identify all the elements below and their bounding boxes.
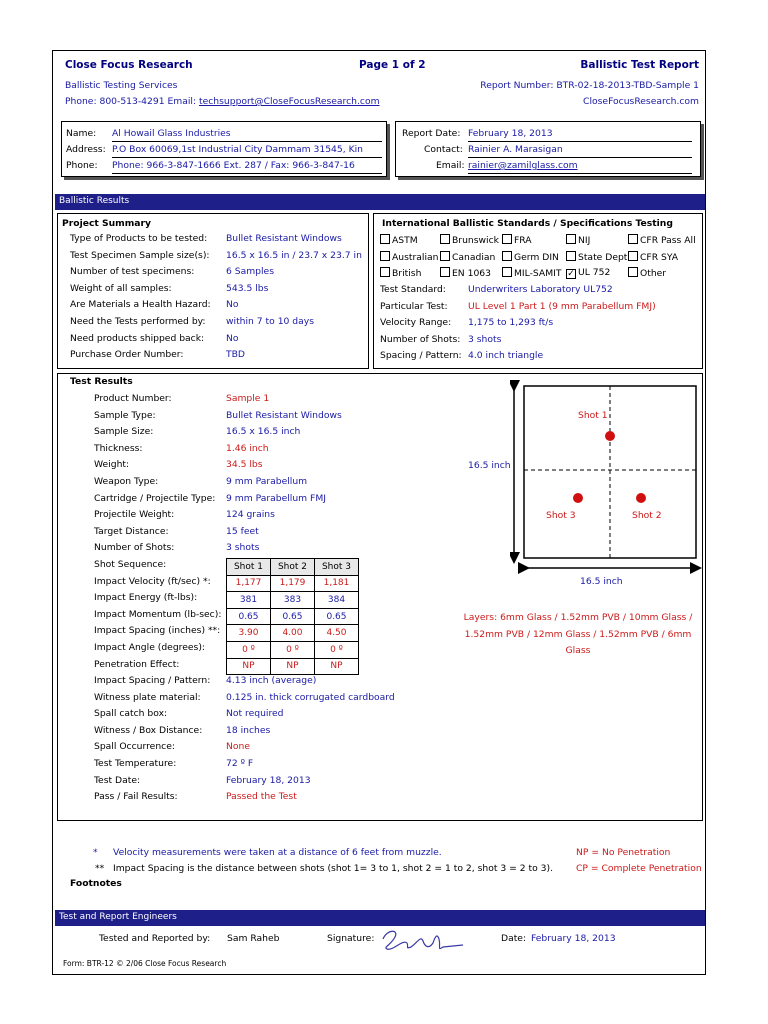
checkbox-icon [380,267,390,277]
checkbox-label: British [392,268,422,280]
standard-checkbox[interactable] [502,251,559,263]
date-label: Date: [501,933,527,944]
checkbox-label: EN 1063 [452,268,491,280]
signature-label: Signature: [327,933,375,944]
result-value: Not required [226,708,284,720]
contact-name: Rainier A. Marasigan [468,144,563,155]
summary-label: Type of Products to be tested: [70,233,208,244]
result-label: Number of Shots: [94,542,175,554]
checkbox-label: FRA [514,235,532,246]
result-label: Target Distance: [94,525,169,537]
standard-checkbox[interactable] [502,234,532,246]
summary-value: 543.5 lbs [226,282,269,294]
checkbox-icon [628,251,638,261]
result-value: 9 mm Parabellum [226,476,308,487]
summary-value: No [226,332,239,344]
footnote-1: Velocity measurements were taken at a distance of 6 feet from muzzle. [113,847,442,858]
standard-detail-value: UL Level 1 Part 1 (9 mm Parabellum FMJ) [468,300,656,312]
ballistic-results-bar: Ballistic Results [55,194,705,210]
result-label: Witness / Box Distance: [94,724,203,736]
checkbox-label: Australian [392,251,439,263]
shot-cell: NP [271,658,315,675]
phone-label: Phone: 800-513-4291 Email: [65,96,197,107]
divider [468,141,692,142]
standard-detail-label: Test Standard: [380,284,446,295]
layers-line: Layers: 6mm Glass / 1.52mm PVB / 10mm Glass / [463,612,693,623]
checkbox-label: ASTM [392,235,418,246]
standard-checkbox[interactable] [628,267,666,279]
report-date-label: Report Date: [402,128,461,139]
shot-cell: 0 º [271,641,315,658]
shot-cell: 0.65 [227,608,271,625]
footnote-2-mark: ** [95,863,105,874]
checkbox-label: NIJ [578,235,591,246]
result-value: Bullet Resistant Windows [226,409,342,421]
summary-label: Number of test specimens: [70,266,195,278]
checkbox-label: CFR Pass All [640,235,696,246]
result-label: Sample Size: [94,426,154,438]
checkbox-label: Canadian [452,251,496,263]
summary-label: Test Specimen Sample size(s): [70,249,210,261]
result-label: Thickness: [94,442,143,454]
result-label: Spall catch box: [94,708,168,720]
shot-cell: 1,177 [227,575,271,592]
summary-value: TBD [226,349,245,361]
client-name: Al Howail Glass Industries [112,128,231,139]
address-label: Address: [66,144,106,155]
layers-line: 1.52mm PVB / 12mm Glass / 1.52mm PVB / 6mm [464,628,692,640]
checkbox-icon [380,234,390,244]
width-label: 16.5 inch [580,576,623,587]
contact-line [65,96,380,107]
result-label: Test Date: [94,774,141,786]
standard-checkbox[interactable] [566,267,610,279]
checkbox-icon [440,234,450,244]
standard-checkbox[interactable] [628,234,696,246]
standard-checkbox[interactable] [566,234,590,246]
result-value: 1.46 inch [226,442,269,454]
divider [468,173,692,174]
shot-table-row [227,608,359,625]
summary-label: Need products shipped back: [70,332,205,344]
shot-table-row [227,575,359,592]
report-info-box [395,121,701,177]
shot-table [226,558,359,675]
shot-cell: 383 [271,592,315,609]
checkbox-icon [628,267,638,277]
shot-table-label: Penetration Effect: [94,658,180,670]
result-value: 4.13 inch (average) [226,675,317,686]
checkbox-icon [502,234,512,244]
tested-by-name: Sam Raheb [227,933,280,944]
standard-checkbox[interactable] [502,267,561,279]
checkbox-icon [440,267,450,277]
shot-table-label: Impact Energy (ft-lbs): [94,592,198,604]
checked-box-icon: ✓ [567,269,575,280]
summary-value: 16.5 x 16.5 in / 23.7 x 23.7 in [226,249,362,261]
shot-table-label: Shot Sequence: [94,559,167,570]
checkbox-icon [502,267,512,277]
project-summary-box [57,213,369,369]
checkbox-icon [380,251,390,261]
shot-cell: 381 [227,592,271,609]
shot-1-marker [605,431,615,441]
result-value: 15 feet [226,525,259,537]
shot-table-label: Impact Spacing (inches) **: [94,625,221,637]
shot-cell: NP [315,658,359,675]
divider [468,157,692,158]
checkbox-label: Germ DIN [514,251,559,263]
checkbox-label: Brunswick [452,235,499,246]
website-link[interactable]: CloseFocusResearch.com [583,96,699,107]
name-label: Name: [66,128,97,139]
signature-image [377,925,467,955]
standard-detail-value: 1,175 to 1,293 ft/s [468,317,554,329]
result-value: 3 shots [226,542,260,554]
shot-cell: NP [227,658,271,675]
shot-cell: 1,181 [315,575,359,592]
engineers-bar: Test and Report Engineers [55,910,705,926]
summary-value: No [226,299,239,311]
standard-detail-label: Particular Test: [380,300,448,312]
phone-label: Phone: [66,160,98,171]
footnote-1-mark: * [93,847,98,858]
tested-by-label: Tested and Reported by: [99,933,211,944]
result-label: Projectile Weight: [94,509,175,521]
summary-label: Purchase Order Number: [70,349,184,361]
result-label: Sample Type: [94,409,156,421]
checkbox-icon [566,234,576,244]
shot-2-label: Shot 2 [632,510,662,521]
client-box [61,121,387,177]
checkbox-icon [502,251,512,261]
shot-cell: 0 º [227,641,271,658]
form-footer: Form: BTR-12 © 2/06 Close Focus Research [63,959,227,968]
client-address: P.O Box 60069,1st Industrial City Dammam 31545, Kin [112,144,363,155]
checkbox-label: State Dept [578,251,628,263]
result-value: Passed the Test [226,791,297,803]
support-email-link[interactable]: techsupport@CloseFocusResearch.com [199,96,380,107]
shot-cell: 0 º [315,641,359,658]
standard-detail-value: Underwriters Laboratory UL752 [468,284,613,295]
standard-checkbox[interactable] [380,234,418,246]
divider [112,141,382,142]
shot-header-cell: Shot 2 [271,559,315,576]
company-name: Close Focus Research [65,59,193,71]
checkbox-icon [440,251,450,261]
layers-description [448,610,708,660]
shot-table-header-row [227,559,359,576]
height-label: 16.5 inch [468,460,511,471]
email-label: Email: [436,160,465,171]
result-label: Spall Occurrence: [94,741,175,753]
checkbox-label: UL 752 [578,267,611,279]
report-date: February 18, 2013 [468,128,553,139]
standard-checkbox[interactable] [380,251,438,263]
summary-value: 6 Samples [226,266,275,278]
contact-email-link[interactable]: rainier@zamilglass.com [468,160,578,171]
standard-checkbox[interactable] [440,234,499,246]
result-value: 0.125 in. thick corrugated cardboard [226,691,395,703]
shot-header-cell: Shot 3 [315,559,359,576]
checkbox-icon [628,234,638,244]
standard-detail-value: 4.0 inch triangle [468,350,544,362]
result-label: Weight: [94,459,130,471]
result-value: Sample 1 [226,393,270,404]
checkbox-label: CFR SYA [640,251,679,263]
summary-label: Are Materials a Health Hazard: [70,299,211,311]
shot-cell: 4.00 [271,625,315,642]
standard-checkbox[interactable] [566,251,627,263]
shot-cell: 1,179 [271,575,315,592]
shot-table-row [227,658,359,675]
result-label: Test Temperature: [94,758,177,769]
shot-table-row [227,625,359,642]
standard-detail-label: Number of Shots: [380,333,461,345]
result-label: Witness plate material: [94,691,201,703]
contact-label: Contact: [424,144,463,155]
result-value: 9 mm Parabellum FMJ [226,492,326,504]
np-legend: NP = No Penetration [576,847,671,858]
project-summary-title: Project Summary [62,218,152,229]
checkbox-icon [566,251,576,261]
standard-detail-label: Spacing / Pattern: [380,350,462,362]
division: Ballistic Testing Services [65,80,178,91]
client-phone: Phone: 966-3-847-1666 Ext. 287 / Fax: 966-3-847-16 [112,160,355,171]
summary-value: Bullet Resistant Windows [226,233,342,244]
signed-date: February 18, 2013 [531,933,616,944]
standard-detail-label: Velocity Range: [380,317,452,329]
checkbox-label: MIL-SAMIT [514,268,562,280]
summary-value: within 7 to 10 days [226,316,314,327]
shot-pattern-svg [510,378,740,588]
result-value: 34.5 lbs [226,459,263,471]
shot-table-row [227,641,359,658]
cp-legend: CP = Complete Penetration [576,863,702,874]
shot-1-label: Shot 1 [578,410,608,421]
shot-cell: 4.50 [315,625,359,642]
standard-detail-value: 3 shots [468,333,502,345]
divider [112,157,382,158]
shot-table-label: Impact Momentum (lb-sec): [94,608,222,620]
report-number: Report Number: BTR-02-18-2013-TBD-Sample 1 [480,80,699,91]
result-label: Impact Spacing / Pattern: [94,675,211,686]
shot-cell: 0.65 [315,608,359,625]
shot-3-label: Shot 3 [546,510,576,521]
shot-table-label: Impact Velocity (ft/sec) *: [94,575,211,587]
standard-checkbox[interactable] [440,251,495,263]
standard-checkbox[interactable] [440,267,491,279]
result-value: 72 º F [226,758,254,769]
summary-label: Need the Tests performed by: [70,316,206,327]
report-title: Ballistic Test Report [580,59,699,71]
standards-title: International Ballistic Standards / Specifications Testing [382,218,673,229]
standard-checkbox[interactable] [628,251,678,263]
result-label: Product Number: [94,393,172,404]
checkbox-label: Other [640,268,667,280]
result-label: Cartridge / Projectile Type: [94,492,216,504]
layers-line: Glass [565,645,591,657]
report-page [52,50,706,975]
standards-box [373,213,703,369]
footnotes-title: Footnotes [70,878,122,889]
shot-2-marker [636,493,646,503]
shot-cell: 3.90 [227,625,271,642]
result-value: 18 inches [226,724,271,736]
result-label: Weapon Type: [94,476,159,487]
footnote-2: Impact Spacing is the distance between shots (shot 1= 3 to 1, shot 2 = 1 to 2, shot 3 = 2 to 3). [113,863,553,874]
shot-3-marker [573,493,583,503]
shot-cell: 0.65 [271,608,315,625]
result-value: 16.5 x 16.5 inch [226,426,301,438]
shot-cell: 384 [315,592,359,609]
result-label: Pass / Fail Results: [94,791,178,803]
standard-checkbox[interactable] [380,267,421,279]
summary-label: Weight of all samples: [70,282,172,294]
shot-header-cell: Shot 1 [227,559,271,576]
shot-table-row [227,592,359,609]
divider [112,173,382,174]
result-value: 124 grains [226,509,275,521]
page-indicator: Page 1 of 2 [359,59,426,71]
shot-table-label: Impact Angle (degrees): [94,642,206,653]
result-value: February 18, 2013 [226,774,311,786]
result-value: None [226,741,250,753]
test-results-title: Test Results [70,376,133,387]
